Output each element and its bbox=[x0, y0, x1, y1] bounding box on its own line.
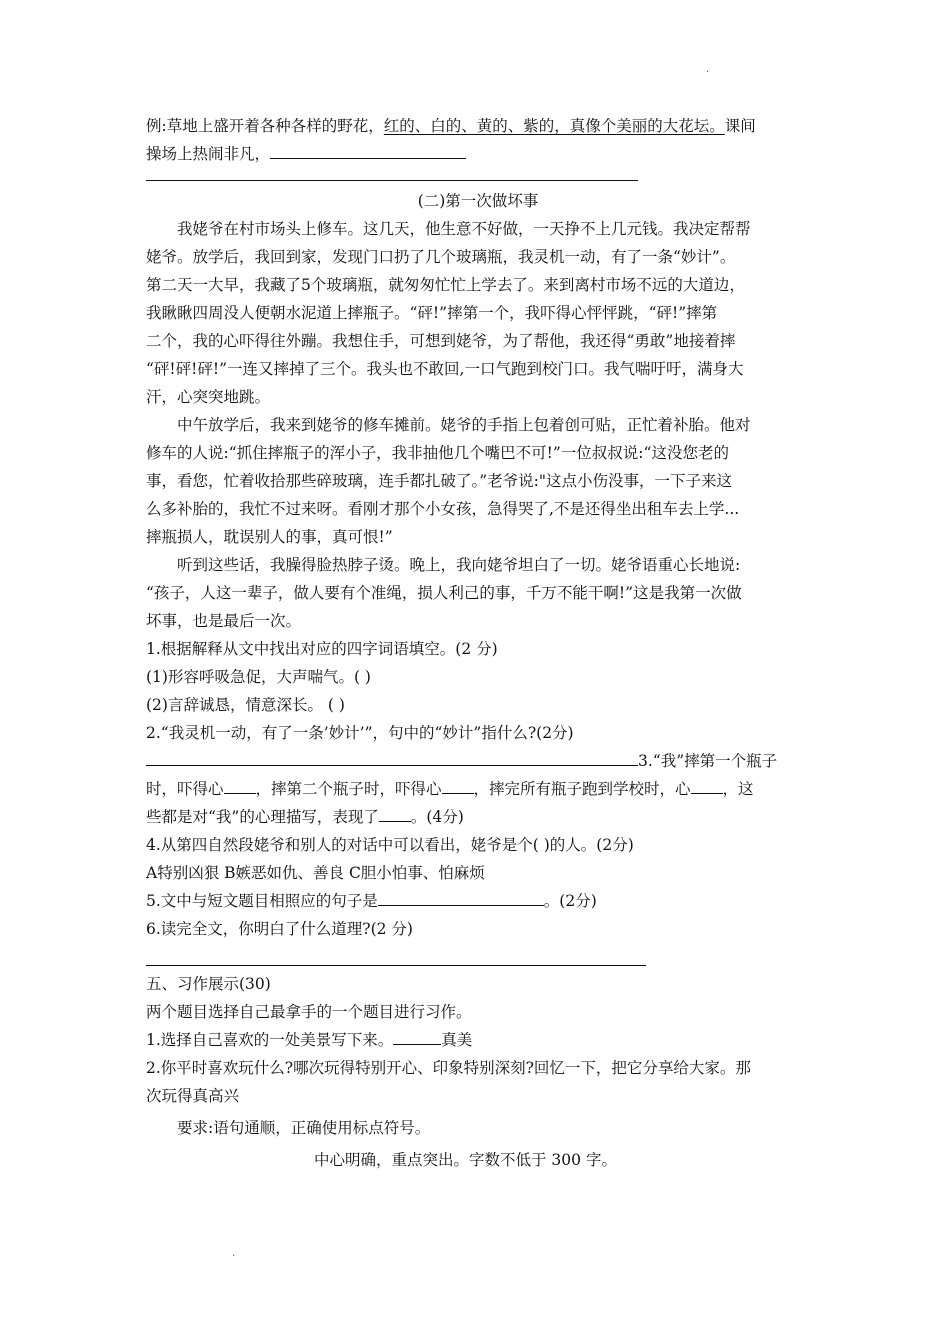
story-line: 摔瓶损人，耽误别人的事，真可恨!” bbox=[146, 528, 393, 546]
question-3-text: ，摔完所有瓶子跑到学校时，心 bbox=[473, 780, 691, 798]
question-3-line-2 bbox=[146, 803, 810, 831]
question-3-text: 。(4分) bbox=[410, 808, 464, 826]
question-4[interactable]: 4.从第四自然段姥爷和别人的对话中可以看出，姥爷是个( )的人。(2分) bbox=[146, 836, 634, 854]
example-answer-line[interactable] bbox=[146, 180, 638, 181]
question-5-text: 。(2分) bbox=[543, 892, 597, 910]
question-3-text: 些都是对“我”的心理描写，表现了 bbox=[146, 808, 379, 826]
story-line: 中午放学后，我来到姥爷的修车摊前。姥爷的手指上包着创可贴，正忙着补胎。他对 bbox=[177, 416, 751, 434]
example-answer-blank[interactable] bbox=[270, 142, 466, 159]
example-tail: 课间 bbox=[724, 117, 756, 135]
story-line: “砰!砰!砰!”一连又摔掉了三个。我头也不敢回,一口气跑到校门口。我气喘吁吁，满身大 bbox=[146, 360, 744, 378]
story-body bbox=[146, 215, 810, 635]
question-3-blank-1[interactable] bbox=[224, 777, 256, 794]
example-label: 例: bbox=[146, 117, 167, 135]
question-3-start: 3.“我”摔第一个瓶子 bbox=[638, 752, 778, 770]
question-2: 2.“我灵机一动，有了一条’妙计’”，句中的“妙计”指什么?(2分) bbox=[146, 724, 574, 742]
composition-requirement-2: 中心明确，重点突出。字数不低于 300 字。 bbox=[314, 1151, 617, 1169]
page-mark-bottom: . bbox=[232, 1248, 236, 1259]
page-content bbox=[146, 112, 810, 1174]
example-line-2 bbox=[146, 140, 810, 168]
story-line: 么多补胎的，我忙不过来呀。看刚才那个小女孩，急得哭了,不是还得坐出租车去上学... bbox=[146, 500, 740, 518]
question-1-1[interactable]: (1)形容呼吸急促，大声喘气。( ) bbox=[146, 668, 371, 686]
story-line: 我瞅瞅四周没人便朝水泥道上摔瓶子。“砰!”摔第一个，我吓得心怦怦跳，“砰!”摔第 bbox=[146, 304, 718, 322]
composition-heading: 五、习作展示(30) bbox=[146, 975, 271, 993]
composition-topic-1 bbox=[146, 1026, 810, 1054]
question-5-blank[interactable] bbox=[378, 889, 544, 906]
question-1: 1.根据解释从文中找出对应的四字词语填空。(2 分) bbox=[146, 640, 498, 658]
page-mark-top: . bbox=[706, 64, 710, 75]
story-line: “孩子，人这一辈子，做人要有个准绳，损人利己的事，千万不能干啊!”这是我第一次做 bbox=[146, 584, 742, 602]
story-line: 听到这些话，我臊得脸热脖子烫。晚上，我向姥爷坦白了一切。姥爷语重心长地说: bbox=[177, 556, 741, 574]
question-3-text: ，摔第二个瓶子时，吓得心 bbox=[255, 780, 442, 798]
question-3-text: 时，吓得心 bbox=[146, 780, 224, 798]
story-line: 坏事，也是最后一次。 bbox=[146, 612, 302, 630]
question-5-text: 5.文中与短文题目相照应的句子是 bbox=[146, 892, 378, 910]
story-line: 二个，我的心吓得往外蹦。我想住手，可想到姥爷，为了帮他，我还得“勇敢”地接着摔 bbox=[146, 332, 736, 350]
story-line: 修车的人说:“抓住摔瓶子的浑小子，我非抽他几个嘴巴不可!”一位叔叔说:“这没您老的 bbox=[146, 444, 729, 462]
story-line: 我姥爷在村市场头上修车。这几天，他生意不好做，一天挣不上几元钱。我决定帮帮 bbox=[177, 220, 751, 238]
topic-1-suffix: 真美 bbox=[441, 1031, 473, 1049]
question-1-2[interactable]: (2)言辞诚恳，情意深长。 ( ) bbox=[146, 696, 345, 714]
example-line-1 bbox=[146, 112, 810, 140]
question-5 bbox=[146, 887, 810, 915]
question-3-blank-3[interactable] bbox=[691, 777, 723, 794]
story-line: 汗，心突突地跳。 bbox=[146, 388, 271, 406]
composition-topic-2-line-1: 2.你平时喜欢玩什么?哪次玩得特别开心、印象特别深刻?回忆一下，把它分享给大家。那 bbox=[146, 1059, 751, 1077]
question-3-text: ，这 bbox=[722, 780, 754, 798]
story-line: 第二天一大早，我藏了5个玻璃瓶，就匆匆忙忙上学去了。来到离村市场不远的大道边， bbox=[146, 276, 745, 294]
question-2-answer-row bbox=[146, 747, 810, 775]
composition-intro: 两个题目选择自己最拿手的一个题目进行习作。 bbox=[146, 1003, 472, 1021]
example-prompt: 操场上热闹非凡， bbox=[146, 145, 271, 163]
composition-requirement-1: 要求:语句通顺，正确使用标点符号。 bbox=[177, 1119, 431, 1137]
topic-1-blank[interactable] bbox=[393, 1028, 441, 1045]
story-line: 事，看您，忙着收拾那些碎玻璃，连手都扎破了。”老爷说:"这点小伤没事，一下子来这 bbox=[146, 472, 733, 490]
story-line: 姥爷。放学后，我回到家，发现门口扔了几个玻璃瓶，我灵机一动，有了一条“妙计”。 bbox=[146, 248, 736, 266]
question-6-answer-line[interactable] bbox=[146, 965, 646, 966]
topic-1-text: 1.选择自己喜欢的一处美景写下来。 bbox=[146, 1031, 394, 1049]
story-title: (二)第一次做坏事 bbox=[417, 192, 539, 210]
question-3-blank-2[interactable] bbox=[442, 777, 474, 794]
question-2-answer-blank[interactable] bbox=[146, 749, 638, 766]
example-underlined: 红的、白的、黄的、紫的，真像个美丽的大花坛。 bbox=[383, 117, 725, 135]
composition-topic-2-line-2: 次玩得真高兴 bbox=[146, 1087, 240, 1105]
question-4-options[interactable]: A特别凶狠 B嫉恶如仇、善良 C胆小怕事、怕麻烦 bbox=[146, 864, 485, 882]
question-3-line-1 bbox=[146, 775, 810, 803]
example-plain: 草地上盛开着各种各样的野花， bbox=[166, 117, 384, 135]
question-6: 6.读完全文，你明白了什么道理?(2 分) bbox=[146, 920, 413, 938]
question-3-blank-4[interactable] bbox=[379, 805, 411, 822]
